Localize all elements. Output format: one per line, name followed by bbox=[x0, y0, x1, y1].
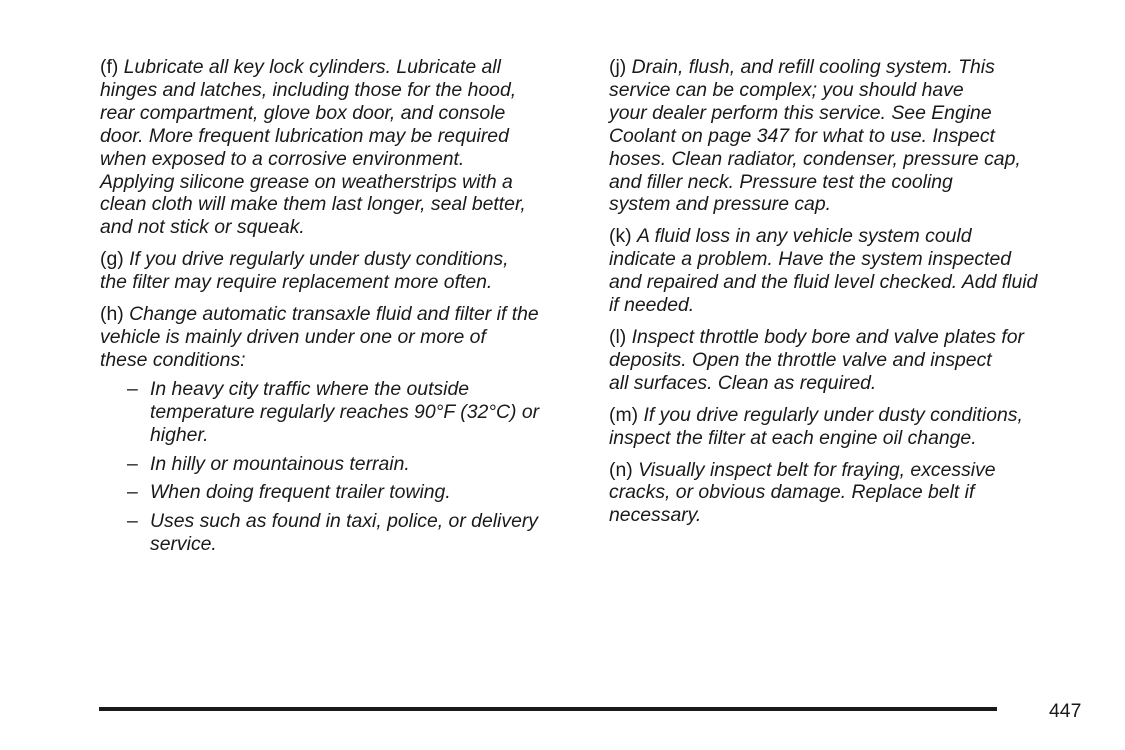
left-column bbox=[100, 56, 580, 562]
note-h-line: Change automatic transaxle fluid and filter if the bbox=[129, 303, 539, 326]
note-f-line: clean cloth will make them last longer, seal better, bbox=[100, 193, 526, 216]
note-l-tag: (l) bbox=[609, 325, 627, 348]
note-j-line: service can be complex; you should have bbox=[609, 78, 964, 101]
note-n-line: necessary. bbox=[609, 504, 702, 527]
list-item-line: temperature regularly reaches 90°F (32°C) or bbox=[150, 400, 540, 423]
note-h-line: vehicle is mainly driven under one or more of bbox=[100, 325, 486, 348]
list-item-line: service. bbox=[150, 533, 217, 556]
dash-bullet: – bbox=[127, 510, 138, 533]
note-m-line: inspect the filter at each engine oil change. bbox=[609, 426, 977, 449]
note-j-line: Drain, flush, and refill cooling system. This bbox=[631, 56, 995, 78]
note-f-line: Applying silicone grease on weatherstrips with a bbox=[100, 170, 513, 193]
note-j-line: system and pressure cap. bbox=[609, 193, 832, 216]
note-l-line: deposits. Open the throttle valve and inspect bbox=[609, 348, 992, 371]
note-j-line: your dealer perform this service. See Engine bbox=[609, 101, 992, 124]
list-item-line: When doing frequent trailer towing. bbox=[150, 481, 451, 504]
note-g-tag: (g) bbox=[100, 248, 124, 271]
note-h-tag: (h) bbox=[100, 303, 124, 326]
note-f-line: when exposed to a corrosive environment. bbox=[100, 147, 465, 170]
note-n-line: cracks, or obvious damage. Replace belt if bbox=[609, 481, 975, 504]
note-n-line: Visually inspect belt for fraying, excessive bbox=[638, 458, 996, 481]
note-h-line: these conditions: bbox=[100, 348, 246, 371]
list-item-line: In heavy city traffic where the outside bbox=[150, 377, 470, 400]
list-item-line: higher. bbox=[150, 423, 209, 446]
note-k-line: if needed. bbox=[609, 294, 695, 317]
note-f-line: rear compartment, glove box door, and console bbox=[100, 101, 506, 124]
list-item-line: Uses such as found in taxi, police, or delivery bbox=[150, 510, 539, 533]
note-f bbox=[100, 56, 580, 239]
note-m-tag: (m) bbox=[609, 403, 639, 426]
note-g bbox=[100, 248, 580, 294]
dash-bullet: – bbox=[127, 481, 138, 504]
note-f-line: door. More frequent lubrication may be required bbox=[100, 124, 509, 147]
note-h bbox=[100, 303, 580, 372]
note-j bbox=[609, 56, 1089, 216]
list-item bbox=[100, 378, 580, 447]
note-k bbox=[609, 225, 1089, 317]
footer-rule bbox=[99, 707, 997, 711]
list-item bbox=[100, 453, 580, 476]
note-j-line: Coolant on page 347 for what to use. Inspect bbox=[609, 124, 995, 147]
note-f-line: hinges and latches, including those for the hood, bbox=[100, 78, 517, 101]
note-j-line: and filler neck. Pressure test the cooling bbox=[609, 170, 953, 193]
note-j-tag: (j) bbox=[609, 56, 627, 78]
note-m-line: If you drive regularly under dusty conditions, bbox=[643, 403, 1023, 426]
note-f-line: and not stick or squeak. bbox=[100, 216, 305, 239]
note-n bbox=[609, 459, 1089, 528]
right-column bbox=[609, 56, 1089, 536]
note-k-tag: (k) bbox=[609, 225, 632, 248]
page-number: 447 bbox=[1049, 700, 1082, 722]
note-m bbox=[609, 404, 1089, 450]
note-k-line: and repaired and the fluid level checked. Add fluid bbox=[609, 271, 1038, 294]
note-g-line: If you drive regularly under dusty conditions, bbox=[129, 248, 509, 271]
note-k-line: A fluid loss in any vehicle system could bbox=[637, 225, 972, 248]
list-item bbox=[100, 510, 580, 556]
note-l bbox=[609, 326, 1089, 395]
note-k-line: indicate a problem. Have the system inspected bbox=[609, 248, 1012, 271]
list-item bbox=[100, 481, 580, 504]
note-n-tag: (n) bbox=[609, 458, 633, 481]
note-f-tag: (f) bbox=[100, 56, 119, 78]
dash-bullet: – bbox=[127, 452, 138, 475]
dash-bullet: – bbox=[127, 377, 138, 400]
note-j-line: hoses. Clean radiator, condenser, pressure cap, bbox=[609, 147, 1021, 170]
note-l-line: Inspect throttle body bore and valve plates for bbox=[631, 325, 1024, 348]
note-g-line: the filter may require replacement more often. bbox=[100, 271, 493, 294]
note-h-conditions-list bbox=[100, 378, 580, 556]
note-f-line: Lubricate all key lock cylinders. Lubricate all bbox=[123, 56, 501, 78]
list-item-line: In hilly or mountainous terrain. bbox=[150, 452, 410, 475]
note-l-line: all surfaces. Clean as required. bbox=[609, 371, 877, 394]
